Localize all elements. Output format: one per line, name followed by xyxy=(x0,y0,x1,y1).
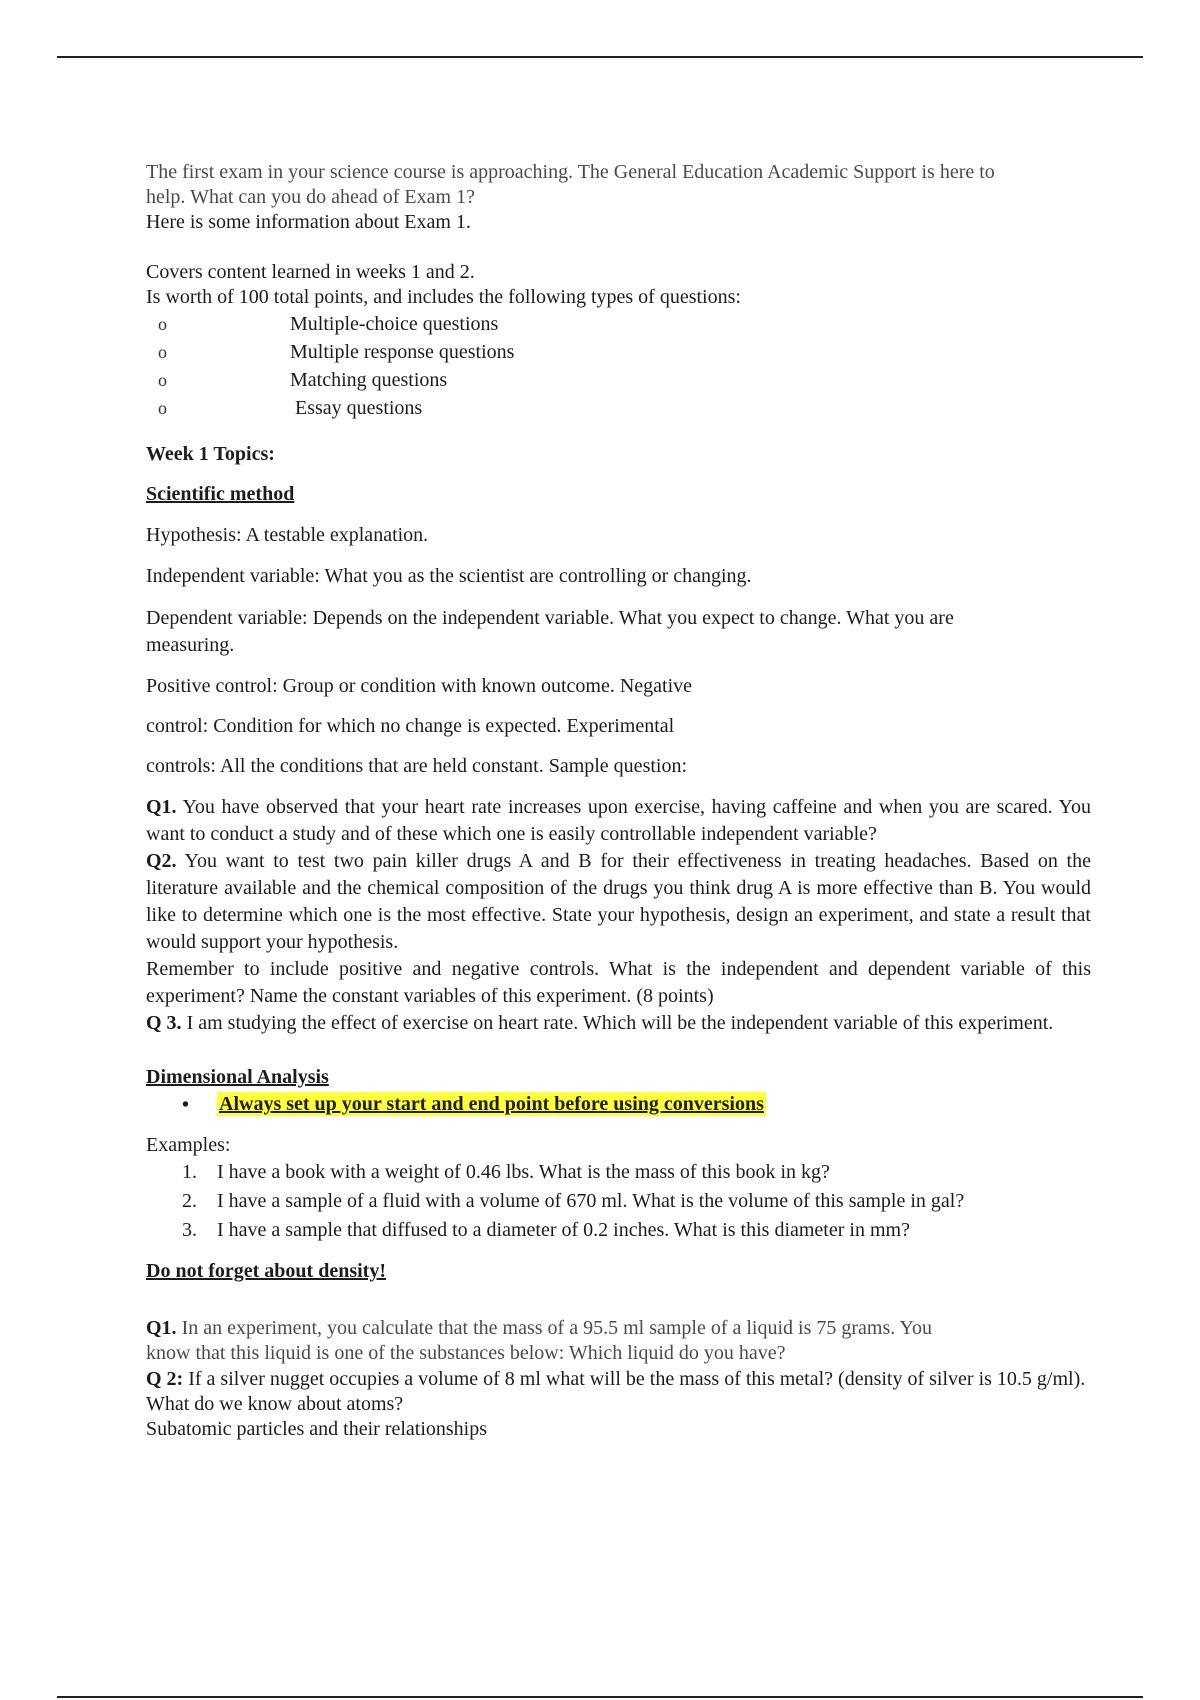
density-q2-text: If a silver nugget occupies a volume of 8 ml what will be the mass of this metal? (density of silver is 10.5 g/ml). xyxy=(188,1368,1086,1390)
example-text: I have a book with a weight of 0.46 lbs. What is the mass of this book in kg? xyxy=(217,1161,830,1183)
list-item xyxy=(146,1187,1091,1216)
q3-label: Q 3. xyxy=(146,1012,182,1034)
example-number: 3. xyxy=(182,1219,197,1241)
example-number: 2. xyxy=(182,1190,197,1212)
q3-text: I am studying the effect of exercise on heart rate. Which will be the independent variable of this experiment. xyxy=(186,1012,1054,1034)
q2-label: Q2. xyxy=(146,850,177,872)
intro-line-1: The first exam in your science course is approaching. The General Education Academic Support is here to xyxy=(146,161,995,183)
density-title: Do not forget about density! xyxy=(146,1260,386,1282)
list-item xyxy=(146,1158,1091,1187)
density-q1-line-2: know that this liquid is one of the substances below: Which liquid do you have? xyxy=(146,1342,786,1364)
example-number: 1. xyxy=(182,1161,197,1183)
bottom-rule xyxy=(57,1696,1143,1698)
controls-line-2: control: Condition for which no change is expected. Experimental xyxy=(146,715,675,737)
list-item xyxy=(146,394,1091,422)
examples-list xyxy=(146,1158,1091,1245)
circle-bullet-icon: o xyxy=(158,342,167,362)
question-q1 xyxy=(146,794,1091,848)
dependent-variable-line-1: Dependent variable: Depends on the independent variable. What you expect to change. What you are xyxy=(146,607,954,629)
bullet-icon: • xyxy=(182,1094,190,1116)
dependent-variable-line-2: measuring. xyxy=(146,634,235,656)
q2-text: You want to test two pain killer drugs A and B for their effectiveness in treating headaches. Based on the literature available and the chemical composition of the drugs you think drug A is more effective than B. You would like to determine which one is the most effective. State your hypothesis, design an experiment, and state a result that would support your hypothesis. xyxy=(146,850,1091,953)
list-item-text: Multiple-choice questions xyxy=(290,313,499,335)
list-item xyxy=(146,1216,1091,1245)
scientific-method-title: Scientific method xyxy=(146,483,295,505)
atoms-question: What do we know about atoms? xyxy=(146,1393,404,1415)
highlighted-bullet xyxy=(146,1090,1091,1120)
top-rule xyxy=(57,56,1143,58)
q1-text: You have observed that your heart rate increases upon exercise, having caffeine and when you are scared. You want to conduct a study and of these which one is easily controllable independent variable? xyxy=(146,796,1091,845)
density-q1-text: In an experiment, you calculate that the mass of a 95.5 ml sample of a liquid is 75 grams. You xyxy=(181,1317,932,1339)
q1-label: Q1. xyxy=(146,796,177,818)
density-q2-label: Q 2: xyxy=(146,1368,184,1390)
density-q1-line-1 xyxy=(146,1316,1091,1341)
list-item xyxy=(146,366,1091,394)
week1-heading: Week 1 Topics: xyxy=(146,443,275,465)
subatomic-text: Subatomic particles and their relationships xyxy=(146,1418,488,1440)
document-body xyxy=(146,160,1091,1442)
question-types-list xyxy=(146,310,1091,422)
examples-label: Examples: xyxy=(146,1134,231,1156)
controls-line-1: Positive control: Group or condition with known outcome. Negative xyxy=(146,675,693,697)
list-item-text: Matching questions xyxy=(290,369,448,391)
example-text: I have a sample that diffused to a diameter of 0.2 inches. What is this diameter in mm? xyxy=(217,1219,910,1241)
intro-line-2: help. What can you do ahead of Exam 1? xyxy=(146,186,475,208)
list-item-text: Multiple response questions xyxy=(290,341,515,363)
circle-bullet-icon: o xyxy=(158,398,167,418)
density-q1-label: Q1. xyxy=(146,1317,177,1339)
circle-bullet-icon: o xyxy=(158,370,167,390)
covers-text: Covers content learned in weeks 1 and 2. xyxy=(146,261,475,283)
list-item-text: Essay questions xyxy=(290,397,423,419)
q2-extra-text: Remember to include positive and negative controls. What is the independent and dependent variable of this experiment? Name the constant variables of this experiment. (8 points) xyxy=(146,958,1091,1007)
highlighted-tip: Always set up your start and end point before using conversions xyxy=(219,1093,764,1115)
question-q3 xyxy=(146,1010,1091,1037)
intro-line-3: Here is some information about Exam 1. xyxy=(146,211,471,233)
independent-variable-text: Independent variable: What you as the scientist are controlling or changing. xyxy=(146,565,752,587)
controls-line-3: controls: All the conditions that are held constant. Sample question: xyxy=(146,755,688,777)
list-item xyxy=(146,338,1091,366)
example-text: I have a sample of a fluid with a volume of 670 ml. What is the volume of this sample in gal? xyxy=(217,1190,965,1212)
question-q2 xyxy=(146,848,1091,956)
circle-bullet-icon: o xyxy=(158,314,167,334)
density-q2 xyxy=(146,1366,1091,1392)
hypothesis-text: Hypothesis: A testable explanation. xyxy=(146,524,429,546)
list-item xyxy=(146,310,1091,338)
worth-text: Is worth of 100 total points, and includes the following types of questions: xyxy=(146,286,741,308)
dimensional-analysis-title: Dimensional Analysis xyxy=(146,1066,329,1088)
